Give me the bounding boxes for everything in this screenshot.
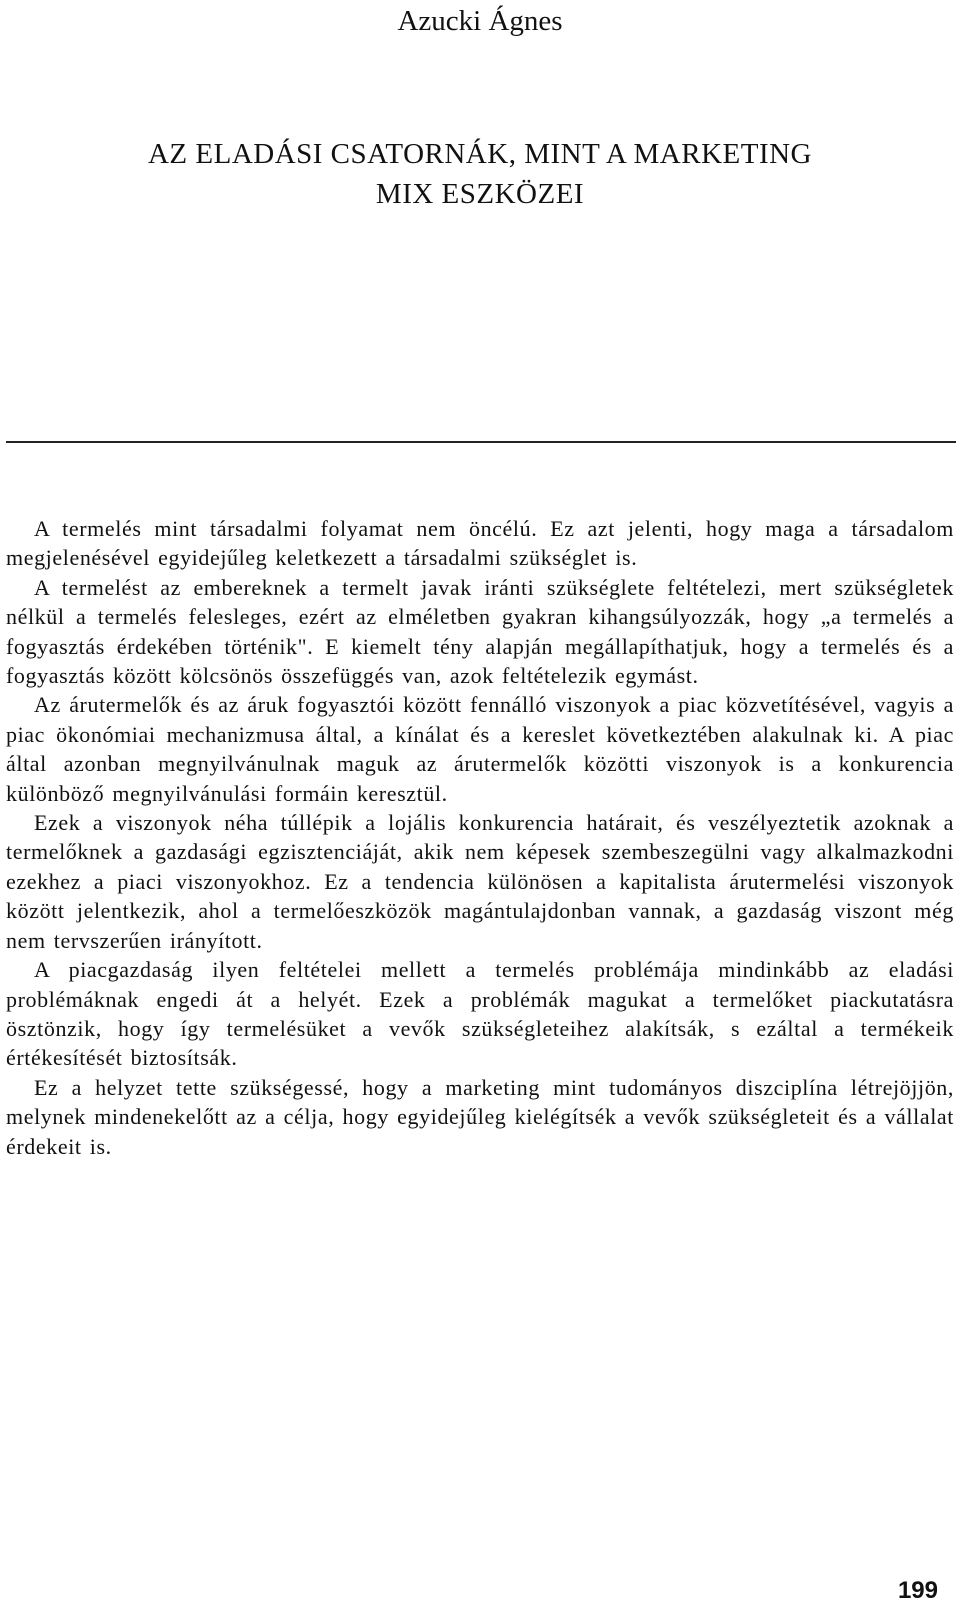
article-title-line-2: MIX ESZKÖZEI <box>375 178 585 210</box>
paragraph-1: A termelés mint társadalmi folyamat nem öncélú. Ez azt jelenti, hogy maga a társadalom megjelenésével egyidejűleg keletkezett a társadalmi szükséglet is. <box>6 516 954 571</box>
paragraph-4: Ezek a viszonyok néha túllépik a lojális konkurencia határait, és veszélyeztetik azoknak a termelőknek a gazdasági egzisztenciáját, akik nem képesek szembeszegülni vagy alkalmazkodni ezekhez a piaci viszonyokhoz. Ez a tendencia különösen a kapitalista árutermelési viszonyok között jelentkezik, ahol a termelőeszközök magántulajdonban vannak, a gazdaság viszont még nem tervszerűen irányított. <box>6 810 954 953</box>
paragraph-6: Ez a helyzet tette szükségessé, hogy a marketing mint tudományos diszciplína létrejöjjön, melynek mindenekelőtt az a célja, hogy egyidejűleg kielégítsék a vevők szükségleteit és a vállalat érdekeit is. <box>6 1074 954 1159</box>
paragraph-5: A piacgazdaság ilyen feltételei mellett a termelés problémája mindinkább az eladási problémáknak engedi át a helyét. Ezek a problémák magukat a termelőket piackutatásra ösztönzik, hogy így termelésüket a vevők szükségleteihez alakítsák, s ezáltal a termékeik értékesítését biztosítsák. <box>6 957 954 1071</box>
paragraph-3: Az árutermelők és az áruk fogyasztói között fennálló viszonyok a piac közvetítésével, vagyis a piac ökonómiai mechanizmusa által, a kínálat és a kereslet következtében alakulnak ki. A piac által azonban megnyilvánulnak maguk az árutermelők közötti viszonyok is a konkurencia különböző megnyilvánulási formáin keresztül. <box>6 692 954 806</box>
article-title-line-1: AZ ELADÁSI CSATORNÁK, MINT A MARKETING <box>147 138 812 170</box>
author-name: Azucki Ágnes <box>397 5 563 37</box>
article-body <box>6 514 954 1161</box>
paragraph-2: A termelést az embereknek a termelt javak iránti szükséglete feltételezi, mert szükségletek nélkül a termelés felesleges, ezért az elméletben gyakran kihangsúlyozzák, hogy „a termelés a fogyasztás érdekében történik". E kiemelt tény alapján megállapíthatjuk, hogy a termelés és a fogyasztás között kölcsönös összefüggés van, azok feltételezik egymást. <box>6 574 954 689</box>
horizontal-divider <box>6 441 956 443</box>
article-title <box>0 134 960 214</box>
page-number: 199 <box>897 1577 938 1604</box>
